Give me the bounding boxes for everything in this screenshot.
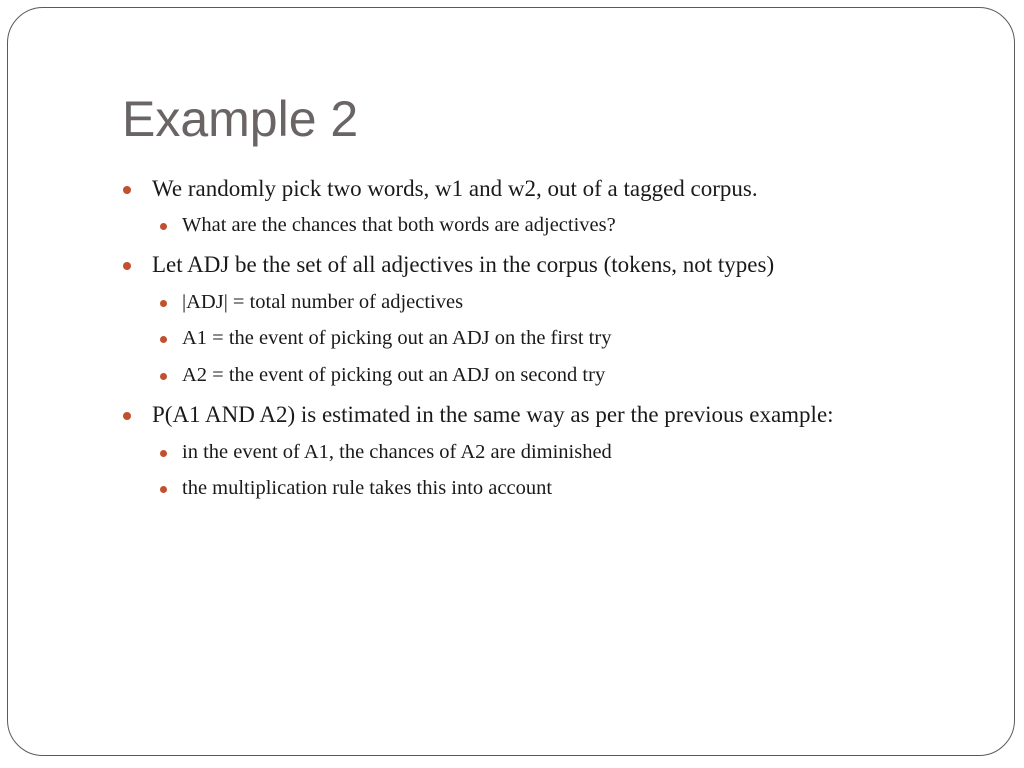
bullet-text: P(A1 AND A2) is estimated in the same way as per the previous example: <box>152 402 834 427</box>
bullet-text: Let ADJ be the set of all adjectives in the corpus (tokens, not types) <box>152 252 775 277</box>
sub-bullet-text: in the event of A1, the chances of A2 are diminished <box>182 441 612 463</box>
bullet-marker-icon <box>160 336 167 343</box>
bullet-text: We randomly pick two words, w1 and w2, out of a tagged corpus. <box>152 176 758 201</box>
sub-bullet-text: A1 = the event of picking out an ADJ on the first try <box>182 327 612 349</box>
sub-bullet-item <box>182 364 605 387</box>
bullet-marker-icon <box>160 300 167 307</box>
sub-bullet-item <box>182 327 611 350</box>
bullet-marker-icon <box>123 412 131 420</box>
sub-bullet-text: A2 = the event of picking out an ADJ on second try <box>182 364 606 386</box>
slide-title: Example 2 <box>122 91 359 147</box>
bullet-item <box>152 402 834 428</box>
bullet-item <box>152 252 774 278</box>
sub-bullet-item <box>182 214 616 237</box>
sub-bullet-text: What are the chances that both words are adjectives? <box>182 214 616 236</box>
sub-bullet-text: the multiplication rule takes this into account <box>182 477 553 499</box>
bullet-item <box>152 176 758 202</box>
sub-bullet-item <box>182 441 612 464</box>
bullet-marker-icon <box>123 186 131 194</box>
bullet-marker-icon <box>160 373 167 380</box>
sub-bullet-item <box>182 291 463 314</box>
bullet-marker-icon <box>160 223 167 230</box>
sub-bullet-text: |ADJ| = total number of adjectives <box>182 291 464 313</box>
bullet-marker-icon <box>160 450 167 457</box>
bullet-marker-icon <box>123 262 131 270</box>
slide-frame <box>7 7 1015 756</box>
bullet-marker-icon <box>160 486 167 493</box>
sub-bullet-item <box>182 477 552 500</box>
